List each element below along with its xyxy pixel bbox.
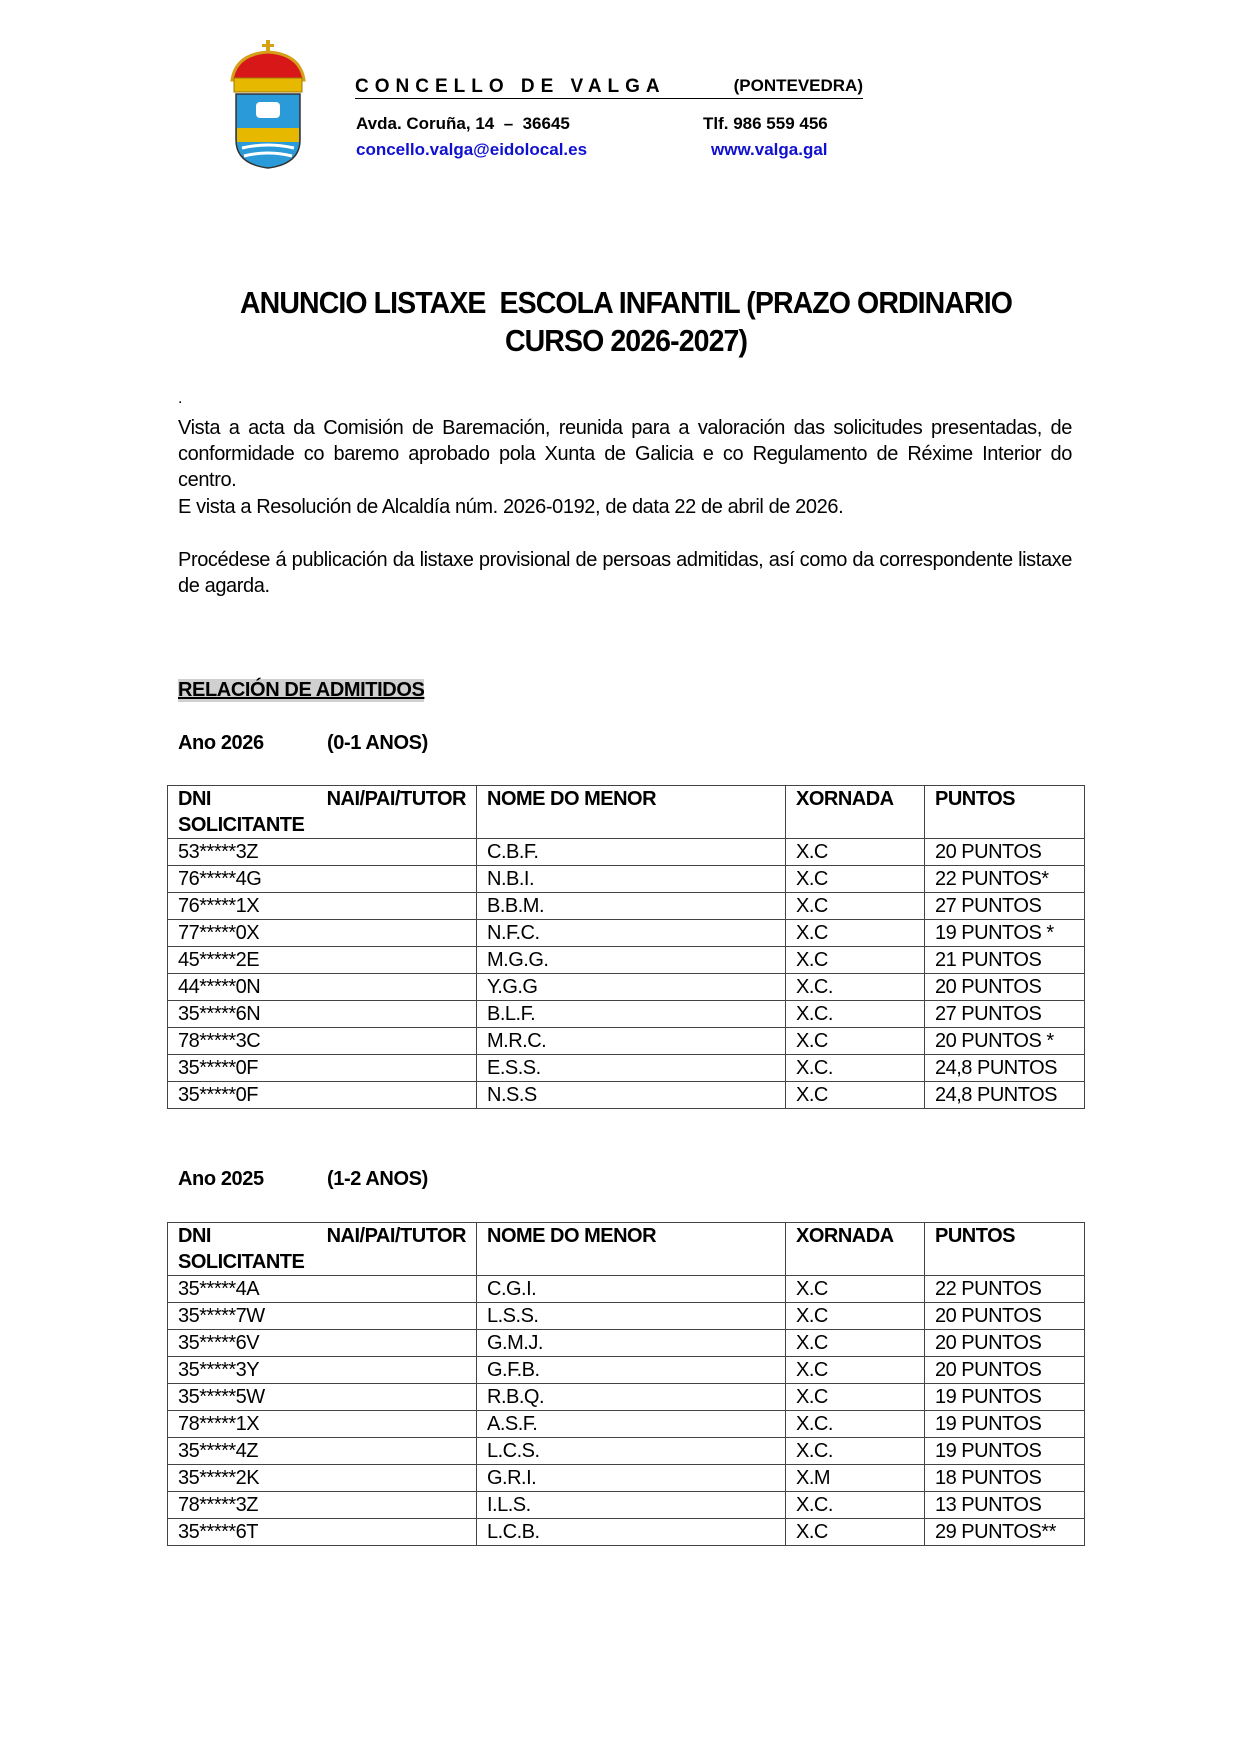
group-label [178, 732, 428, 755]
table-row [168, 974, 1085, 1001]
cell-nome: L.C.S. [477, 1438, 786, 1465]
group-year: Ano 2026 [178, 732, 264, 754]
header-nome: NOME DO MENOR [477, 786, 786, 839]
cell-xornada: X.C [786, 1330, 925, 1357]
cell-dni: 76*****1X [168, 893, 477, 920]
cell-dni: 35*****4A [168, 1276, 477, 1303]
table-row [168, 920, 1085, 947]
table-row [168, 866, 1085, 893]
cell-dni: 35*****7W [168, 1303, 477, 1330]
table-row [168, 1028, 1085, 1055]
paragraph-2: E vista a Resolución de Alcaldía núm. 2026-0192, de data 22 de abril de 2026. [178, 496, 844, 518]
cell-dni: 35*****3Y [168, 1357, 477, 1384]
section-heading: RELACIÓN DE ADMITIDOS [178, 679, 425, 701]
cell-xornada: X.C [786, 1519, 925, 1546]
cell-dni: 44*****0N [168, 974, 477, 1001]
cell-xornada: X.C [786, 920, 925, 947]
cell-puntos: 18 PUNTOS [925, 1465, 1085, 1492]
cell-puntos: 13 PUNTOS [925, 1492, 1085, 1519]
cell-xornada: X.C [786, 1384, 925, 1411]
cell-nome: E.S.S. [477, 1055, 786, 1082]
website-link[interactable]: www.valga.gal [711, 140, 828, 159]
cell-dni: 35*****6T [168, 1519, 477, 1546]
province: (PONTEVEDRA) [733, 76, 863, 95]
header-solicitante-label: SOLICITANTE [178, 814, 305, 836]
cell-xornada: X.M [786, 1465, 925, 1492]
header-dni [168, 786, 477, 839]
group-label [178, 1168, 428, 1191]
cell-nome: N.F.C. [477, 920, 786, 947]
cell-xornada: X.C. [786, 974, 925, 1001]
cell-nome: C.G.I. [477, 1276, 786, 1303]
title-line-1: ANUNCIO LISTAXE ESCOLA INFANTIL (PRAZO ORDINARIO [240, 285, 1012, 320]
table-row [168, 1330, 1085, 1357]
header-solicitante-label: SOLICITANTE [178, 1251, 305, 1273]
table-row [168, 1411, 1085, 1438]
cell-puntos: 19 PUNTOS * [925, 920, 1085, 947]
cell-xornada: X.C [786, 1028, 925, 1055]
table-row [168, 1492, 1085, 1519]
header-xornada: XORNADA [786, 786, 925, 839]
cell-nome: R.B.Q. [477, 1384, 786, 1411]
cell-puntos: 20 PUNTOS [925, 1357, 1085, 1384]
cell-dni: 78*****3Z [168, 1492, 477, 1519]
paragraph-3: Procédese á publicación da listaxe provisional de persoas admitidas, así como da correspondente listaxe de agarda. [178, 549, 1072, 597]
table-row [168, 1082, 1085, 1109]
cell-xornada: X.C [786, 1357, 925, 1384]
cell-dni: 77*****0X [168, 920, 477, 947]
table-header-row [168, 1223, 1085, 1276]
cell-nome: A.S.F. [477, 1411, 786, 1438]
stray-dot: . [178, 390, 183, 407]
group-age: (0-1 ANOS) [327, 732, 428, 754]
cell-puntos: 24,8 PUNTOS [925, 1082, 1085, 1109]
cell-nome: M.G.G. [477, 947, 786, 974]
cell-nome: L.S.S. [477, 1303, 786, 1330]
group-year: Ano 2025 [178, 1168, 264, 1190]
header-nai-label: NAI/PAI/TUTOR [326, 1225, 466, 1247]
cell-xornada: X.C. [786, 1438, 925, 1465]
cell-puntos: 20 PUNTOS [925, 839, 1085, 866]
cell-xornada: X.C [786, 947, 925, 974]
cell-xornada: X.C [786, 1276, 925, 1303]
letterhead-org [355, 76, 863, 99]
cell-nome: G.F.B. [477, 1357, 786, 1384]
address: Avda. Coruña, 14 – 36645 [356, 114, 570, 133]
header-xornada: XORNADA [786, 1223, 925, 1276]
cell-nome: C.B.F. [477, 839, 786, 866]
cell-nome: I.L.S. [477, 1492, 786, 1519]
cell-xornada: X.C. [786, 1492, 925, 1519]
cell-xornada: X.C. [786, 1001, 925, 1028]
header-nome: NOME DO MENOR [477, 1223, 786, 1276]
cell-puntos: 19 PUNTOS [925, 1384, 1085, 1411]
cell-xornada: X.C. [786, 1411, 925, 1438]
cell-dni: 35*****5W [168, 1384, 477, 1411]
cell-dni: 35*****0F [168, 1055, 477, 1082]
header-dni-label: DNI [178, 788, 211, 810]
admitted-table [167, 1222, 1085, 1546]
table-row [168, 1001, 1085, 1028]
group-age: (1-2 ANOS) [327, 1168, 428, 1190]
cell-puntos: 29 PUNTOS** [925, 1519, 1085, 1546]
title-line-2: CURSO 2026-2027) [504, 323, 748, 358]
header-puntos: PUNTOS [925, 786, 1085, 839]
cell-nome: B.B.M. [477, 893, 786, 920]
cell-nome: L.C.B. [477, 1519, 786, 1546]
table-row [168, 1465, 1085, 1492]
header-nai-label: NAI/PAI/TUTOR [326, 788, 466, 810]
cell-dni: 35*****6V [168, 1330, 477, 1357]
table-row [168, 1276, 1085, 1303]
cell-xornada: X.C [786, 893, 925, 920]
cell-nome: B.L.F. [477, 1001, 786, 1028]
table-row [168, 1384, 1085, 1411]
cell-puntos: 19 PUNTOS [925, 1411, 1085, 1438]
table-row [168, 893, 1085, 920]
phone: Tlf. 986 559 456 [703, 114, 828, 133]
cell-nome: M.R.C. [477, 1028, 786, 1055]
table-row [168, 1357, 1085, 1384]
cell-puntos: 27 PUNTOS [925, 1001, 1085, 1028]
cell-dni: 53*****3Z [168, 839, 477, 866]
cell-nome: N.S.S [477, 1082, 786, 1109]
admitted-table [167, 785, 1085, 1109]
cell-puntos: 20 PUNTOS [925, 1330, 1085, 1357]
cell-xornada: X.C [786, 1303, 925, 1330]
table-row [168, 1055, 1085, 1082]
cell-puntos: 22 PUNTOS* [925, 866, 1085, 893]
cell-dni: 35*****6N [168, 1001, 477, 1028]
paragraph-1: Vista a acta da Comisión de Baremación, reunida para a valoración das solicitudes presentadas, de conformidade co baremo aprobado pola Xunta de Galicia e co Regulamento de Réxime Interior do centro. [178, 417, 1072, 491]
page-title [188, 284, 1064, 360]
org-name: CONCELLO DE VALGA [355, 76, 666, 97]
cell-puntos: 22 PUNTOS [925, 1276, 1085, 1303]
cell-dni: 78*****1X [168, 1411, 477, 1438]
table-header-row [168, 786, 1085, 839]
cell-xornada: X.C. [786, 1055, 925, 1082]
table-row [168, 839, 1085, 866]
email-link[interactable]: concello.valga@eidolocal.es [356, 140, 588, 159]
header-puntos: PUNTOS [925, 1223, 1085, 1276]
table-row [168, 947, 1085, 974]
cell-puntos: 20 PUNTOS [925, 1303, 1085, 1330]
cell-puntos: 20 PUNTOS [925, 974, 1085, 1001]
cell-puntos: 24,8 PUNTOS [925, 1055, 1085, 1082]
cell-dni: 78*****3C [168, 1028, 477, 1055]
cell-dni: 35*****4Z [168, 1438, 477, 1465]
cell-dni: 35*****0F [168, 1082, 477, 1109]
cell-puntos: 19 PUNTOS [925, 1438, 1085, 1465]
cell-xornada: X.C [786, 839, 925, 866]
cell-nome: Y.G.G [477, 974, 786, 1001]
cell-nome: N.B.I. [477, 866, 786, 893]
cell-dni: 45*****2E [168, 947, 477, 974]
cell-nome: G.M.J. [477, 1330, 786, 1357]
cell-dni: 76*****4G [168, 866, 477, 893]
cell-dni: 35*****2K [168, 1465, 477, 1492]
table-row [168, 1438, 1085, 1465]
cell-puntos: 27 PUNTOS [925, 893, 1085, 920]
coat-of-arms-logo [226, 40, 310, 170]
table-row [168, 1303, 1085, 1330]
cell-nome: G.R.I. [477, 1465, 786, 1492]
cell-xornada: X.C [786, 866, 925, 893]
cell-puntos: 21 PUNTOS [925, 947, 1085, 974]
cell-xornada: X.C [786, 1082, 925, 1109]
header-dni [168, 1223, 477, 1276]
table-row [168, 1519, 1085, 1546]
header-dni-label: DNI [178, 1225, 211, 1247]
cell-puntos: 20 PUNTOS * [925, 1028, 1085, 1055]
